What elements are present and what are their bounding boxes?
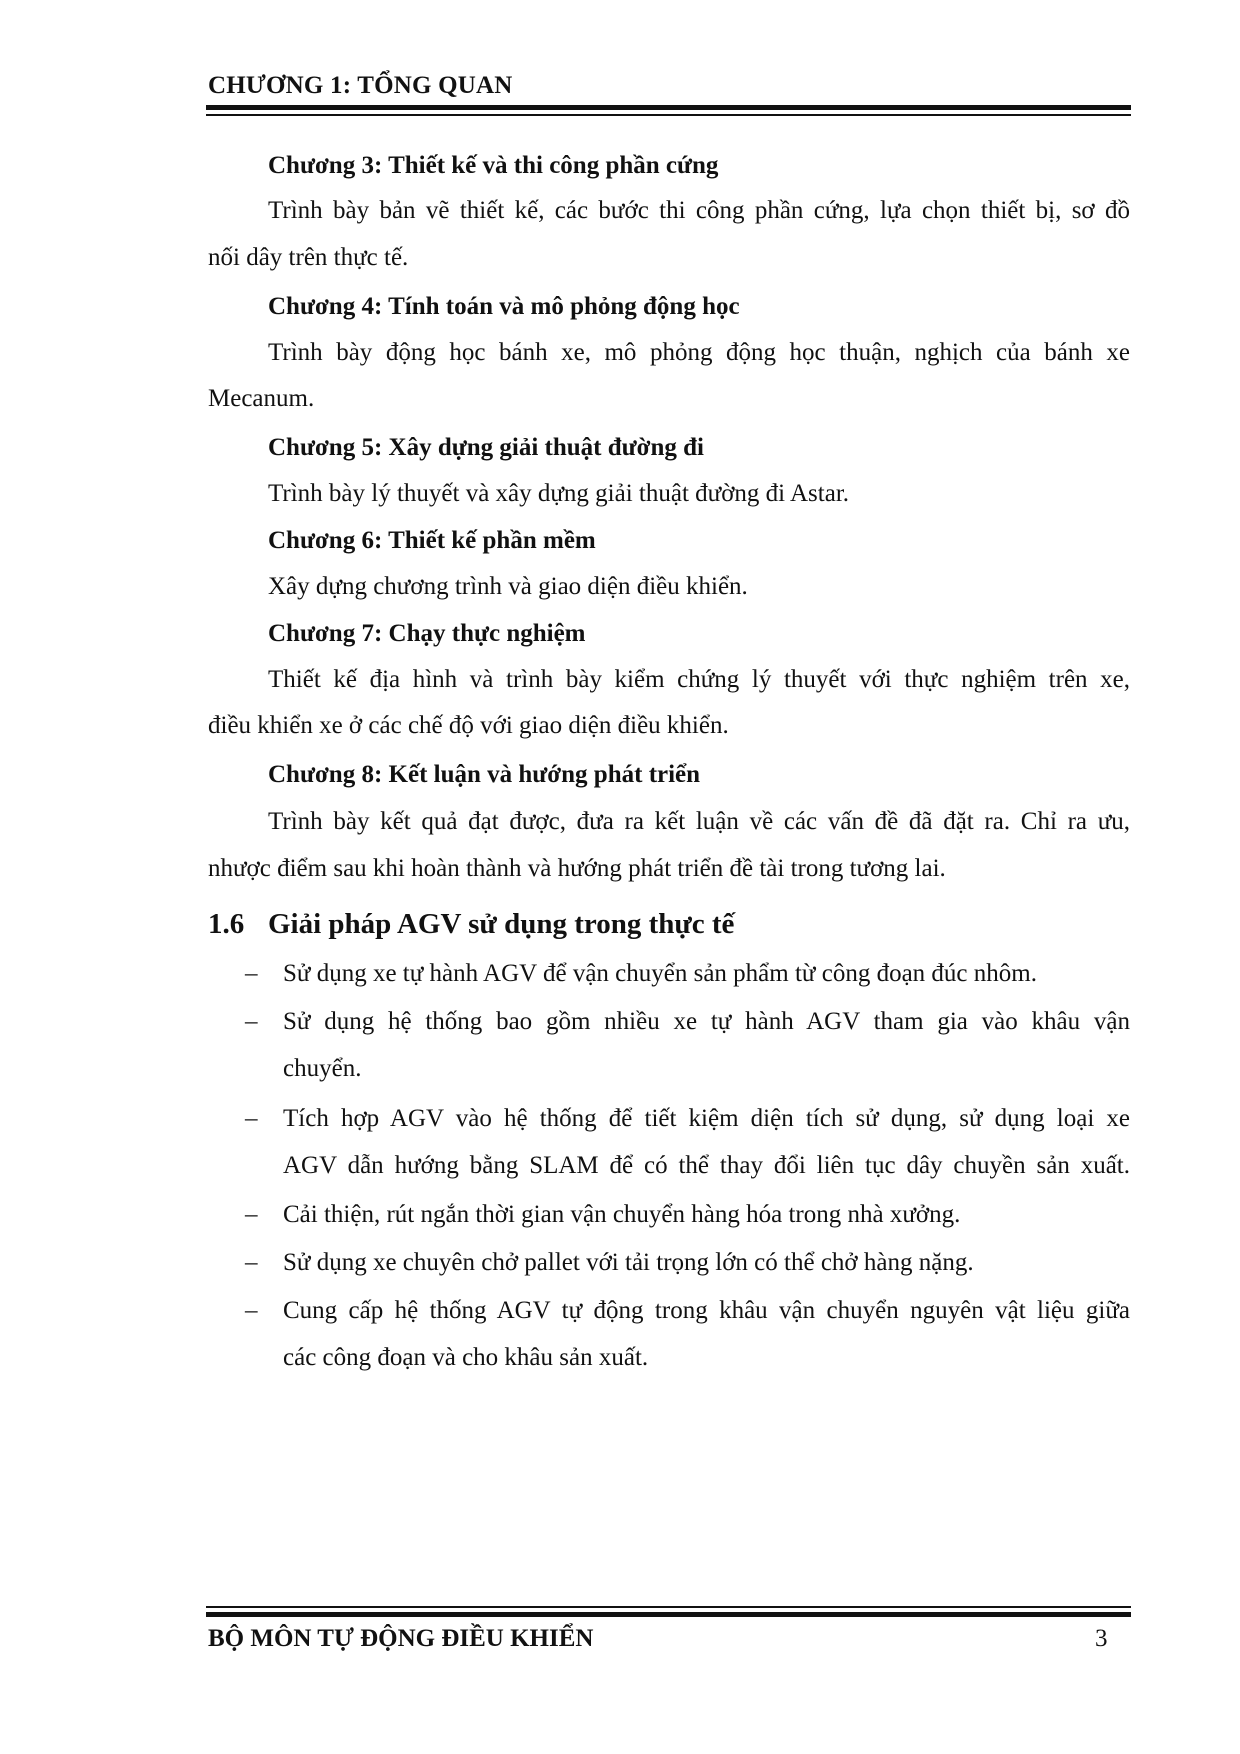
chapter-5-title: Chương 5: Xây dựng giải thuật đường đi [268, 434, 704, 461]
chapter-6-desc-line-1: Xây dựng chương trình và giao diện điều khiển. [268, 573, 748, 600]
section-title: Giải pháp AGV sử dụng trong thực tế [268, 908, 735, 940]
page-header-title: CHƯƠNG 1: TỔNG QUAN [208, 72, 513, 99]
bullet-4-line-1: Cải thiện, rút ngắn thời gian vận chuyển hàng hóa trong nhà xưởng. [283, 1201, 961, 1228]
bullet-6-line-1: Cung cấp hệ thống AGV tự động trong khâu vận chuyển nguyên vật liệu giữa [283, 1297, 1130, 1324]
footer-rule-thin [206, 1606, 1131, 1608]
chapter-3-desc-line-1: Trình bày bản vẽ thiết kế, các bước thi công phần cứng, lựa chọn thiết bị, sơ đồ [268, 197, 1130, 224]
section-number: 1.6 [208, 908, 245, 940]
chapter-8-desc-line-1: Trình bày kết quả đạt được, đưa ra kết luận về các vấn đề đã đặt ra. Chỉ ra ưu, [268, 808, 1130, 835]
chapter-5-desc-line-1: Trình bày lý thuyết và xây dựng giải thuật đường đi Astar. [268, 480, 850, 507]
bullet-3-line-1: Tích hợp AGV vào hệ thống để tiết kiệm diện tích sử dụng, sử dụng loại xe [283, 1105, 1130, 1132]
chapter-7-desc-line-1: Thiết kế địa hình và trình bày kiểm chứng lý thuyết với thực nghiệm trên xe, [268, 666, 1130, 693]
chapter-7-title: Chương 7: Chạy thực nghiệm [268, 620, 586, 647]
page-number: 3 [1095, 1625, 1108, 1652]
chapter-7-desc-line-2: điều khiển xe ở các chế độ với giao diện điều khiển. [208, 712, 729, 739]
bullet-dash: – [245, 1249, 258, 1276]
footer-rule-thick [206, 1612, 1131, 1617]
chapter-4-desc-line-2: Mecanum. [208, 385, 315, 412]
bullet-1-line-1: Sử dụng xe tự hành AGV để vận chuyển sản phẩm từ công đoạn đúc nhôm. [283, 960, 1037, 987]
header-rule-thin [206, 114, 1131, 116]
bullet-3-line-2: AGV dẫn hướng bằng SLAM để có thể thay đổi liên tục dây chuyền sản xuất. [283, 1152, 1130, 1179]
bullet-2-line-1: Sử dụng hệ thống bao gồm nhiều xe tự hành AGV tham gia vào khâu vận [283, 1008, 1130, 1035]
chapter-4-desc-line-1: Trình bày động học bánh xe, mô phỏng động học thuận, nghịch của bánh xe [268, 339, 1130, 366]
footer-department: BỘ MÔN TỰ ĐỘNG ĐIỀU KHIỂN [208, 1625, 594, 1652]
chapter-6-title: Chương 6: Thiết kế phần mềm [268, 527, 596, 554]
bullet-6-line-2: các công đoạn và cho khâu sản xuất. [283, 1344, 649, 1371]
bullet-5-line-1: Sử dụng xe chuyên chở pallet với tải trọng lớn có thể chở hàng nặng. [283, 1249, 974, 1276]
chapter-3-desc-line-2: nối dây trên thực tế. [208, 244, 409, 271]
bullet-dash: – [245, 1008, 258, 1035]
chapter-3-title: Chương 3: Thiết kế và thi công phần cứng [268, 152, 719, 179]
header-rule-thick [206, 105, 1131, 110]
bullet-dash: – [245, 1201, 258, 1228]
chapter-8-desc-line-2: nhược điểm sau khi hoàn thành và hướng phát triển đề tài trong tương lai. [208, 855, 946, 882]
chapter-4-title: Chương 4: Tính toán và mô phỏng động học [268, 293, 740, 320]
section-heading [208, 908, 734, 941]
bullet-2-line-2: chuyển. [283, 1055, 362, 1082]
chapter-8-title: Chương 8: Kết luận và hướng phát triển [268, 761, 701, 788]
bullet-dash: – [245, 1105, 258, 1132]
bullet-dash: – [245, 960, 258, 987]
bullet-dash: – [245, 1297, 258, 1324]
